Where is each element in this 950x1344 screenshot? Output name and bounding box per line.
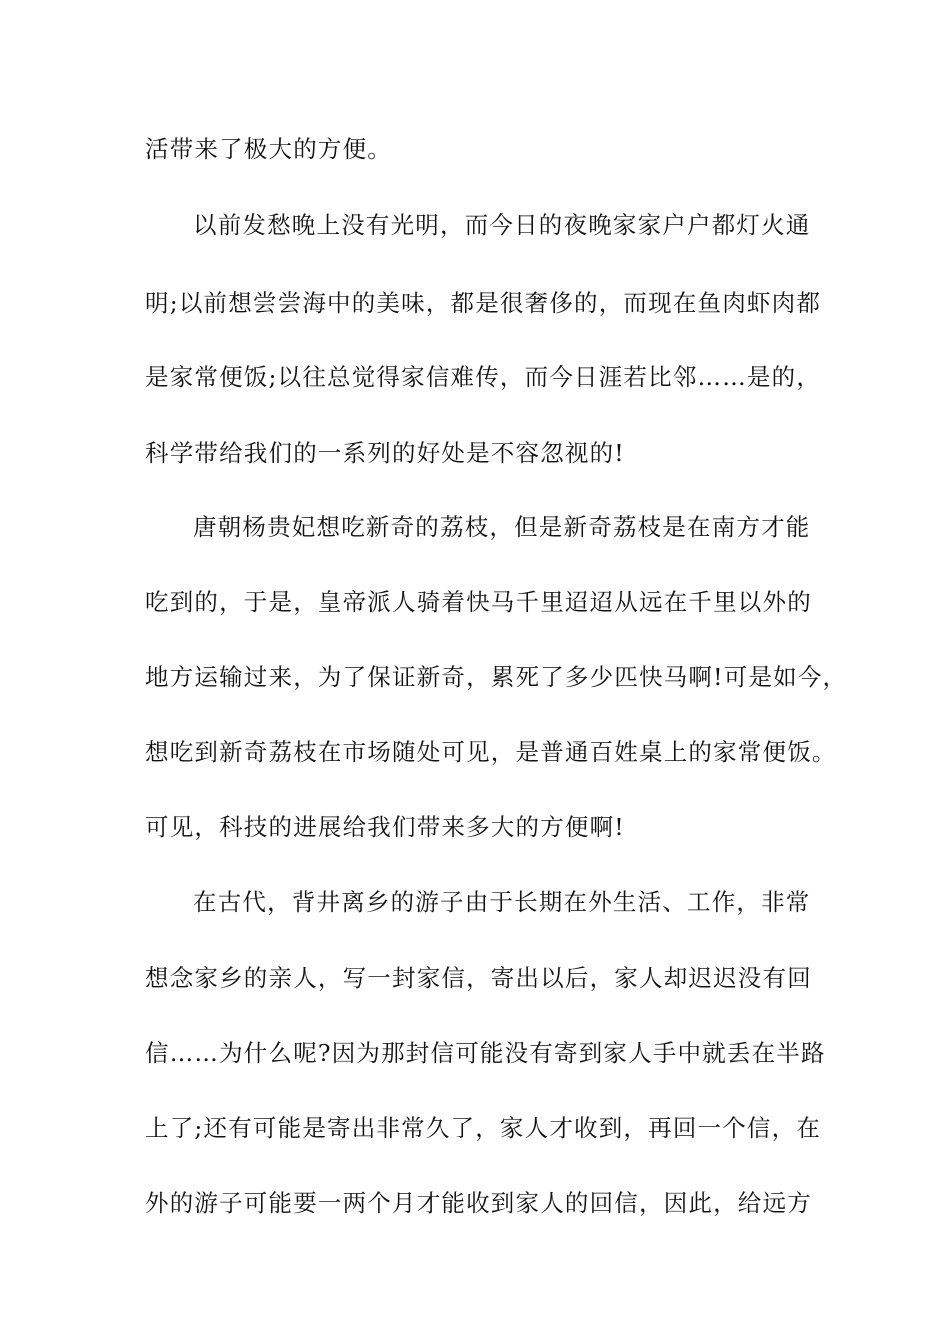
text-line: 科学带给我们的一系列的好处是不容忽视的!: [145, 439, 625, 467]
text-line: 地方运输过来，为了保证新奇，累死了多少匹快马啊!可是如今，: [145, 663, 848, 691]
paragraph-first-line: 在古代，背井离乡的游子由于长期在外生活、工作，非常: [193, 888, 811, 916]
text-line: 活带来了极大的方便。: [145, 135, 392, 163]
paragraph-first-line: 以前发愁晚上没有光明，而今日的夜晚家家户户都灯火通: [193, 211, 811, 239]
text-line: 上了;还有可能是寄出非常久了，家人才收到，再回一个信，在: [145, 1114, 822, 1142]
text-line: 可见，科技的进展给我们带来多大的方便啊!: [145, 813, 625, 841]
text-line: 信……为什么呢?因为那封信可能没有寄到家人手中就丢在半路: [145, 1039, 826, 1067]
text-line: 是家常便饭;以往总觉得家信难传，而今日涯若比邻……是的，: [145, 363, 822, 391]
text-line: 想念家乡的亲人，写一封家信，寄出以后，家人却迟迟没有回: [145, 964, 812, 992]
text-line: 明;以前想尝尝海中的美味，都是很奢侈的，而现在鱼肉虾肉都: [145, 289, 822, 317]
text-line: 吃到的，于是，皇帝派人骑着快马千里迢迢从远在千里以外的: [145, 588, 812, 616]
text-line: 外的游子可能要一两个月才能收到家人的回信，因此，给远方: [145, 1189, 812, 1217]
text-line: 想吃到新奇荔枝在市场随处可见，是普通百姓桌上的家常便饭。: [145, 738, 837, 766]
paragraph-first-line: 唐朝杨贵妃想吃新奇的荔枝，但是新奇荔枝是在南方才能: [193, 513, 811, 541]
